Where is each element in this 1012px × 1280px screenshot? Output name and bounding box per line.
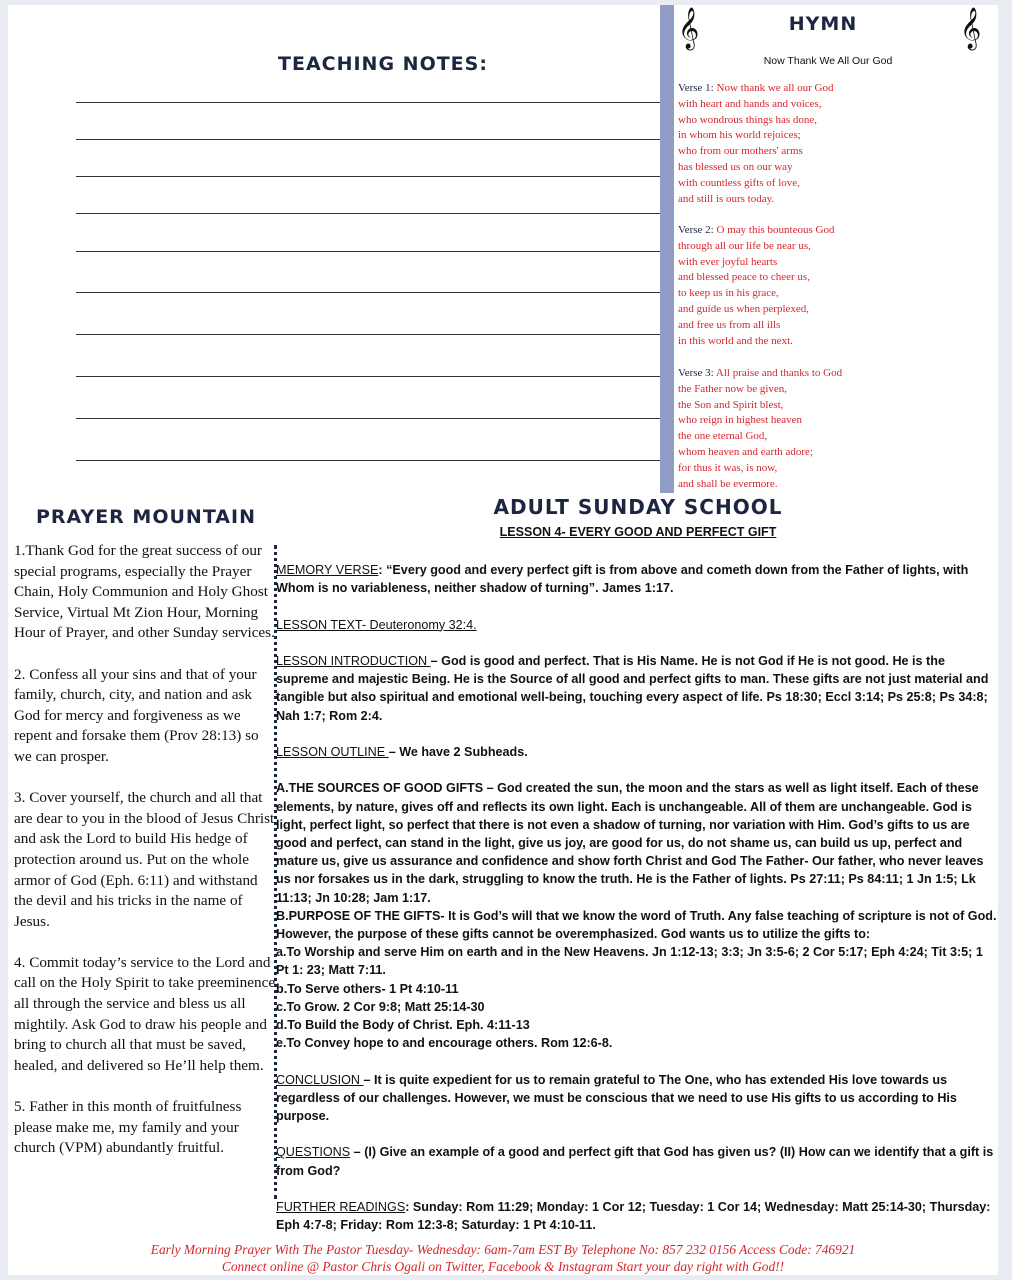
- verse-line: whom heaven and earth adore;: [678, 445, 813, 458]
- verse-line: in this world and the next.: [678, 334, 793, 347]
- conclusion: [276, 1071, 998, 1126]
- verse-label: Verse 3:: [678, 367, 714, 379]
- prayer-item: 4. Commit today’s service to the Lord and call on the Holy Spirit to take preeminence all through the service and bless us all mightily. Ask God to draw his people and bring to church all that must be saved, healed, and delivered so He’ll help them.: [14, 953, 276, 1074]
- section-a: A.THE SOURCES OF GOOD GIFTS – God created the sun, the moon and the stars as well as light itself. Each of these elements, by nature, gives off and reflects its own light. Each is unchangeable. All of them are unchangeable. God is light, perfect light, so perfect that there is not even a shadow of turning, nor variation with Him. God’s gifts to us are good and perfect, can stand in the light, give us joy, are good for us, do not shame us, can build us up, perfect and mature us, give us assurance and confidence and show forth Christ and God The Father- Our father, who never leaves us nor forsakes us in the dark, struggling to know the truth. He is the Father of lights. Ps 27:11; Ps 84:11; 1 Jn 1:5; Lk 11:13; Jn 10:28; Jam 1:17.: [276, 781, 984, 905]
- purpose-item: e.To Convey hope to and encourage others. Rom 12:6-8.: [276, 1036, 613, 1051]
- verse-line: who reign in highest heaven: [678, 414, 803, 427]
- verse-label: Verse 2:: [678, 224, 714, 236]
- teaching-notes-title: TEACHING NOTES:: [278, 53, 488, 75]
- further-readings-text: : Sunday: Rom 11:29; Monday: 1 Cor 12; Tuesday: 1 Cor 14; Wednesday: Matt 25:14-30; Thursday: Eph 4:7-8; Friday: Rom 12:3-8; Saturday: 1 Pt 4:10-11.: [276, 1200, 991, 1233]
- note-line: [76, 213, 668, 214]
- further-readings-label: FURTHER READINGS: [276, 1200, 406, 1214]
- lesson-text-label: LESSON TEXT- Deuteronomy 32:4.: [276, 617, 477, 632]
- verse-line: for thus it was, is now,: [678, 461, 778, 474]
- verse-line: and free us from all ills: [678, 318, 781, 331]
- lesson-title: LESSON 4- EVERY GOOD AND PERFECT GIFT: [499, 525, 777, 539]
- section-b: B.PURPOSE OF THE GIFTS- It is God’s will that we know the word of Truth. Any false teaching of scripture is not of God. However, the purpose of these gifts cannot be overemphasized. God wants us to utilize the gifts to:: [276, 908, 997, 941]
- note-line: [76, 292, 668, 293]
- verse-line: with countless gifts of love,: [678, 176, 800, 189]
- lesson-outline: [276, 743, 998, 761]
- questions-text: – (I) Give an example of a good and perfect gift that God has given us? (II) How can we identify that a gift is from God?: [276, 1145, 994, 1178]
- footer-social-line: Connect online @ Pastor Chris Ogali on Twitter, Facebook & Instagram Start your day right with God!!: [221, 1259, 785, 1274]
- note-line: [76, 418, 668, 419]
- prayer-item: 5. Father in this month of fruitfulness please make me, my family and your church (VPM) abundantly fruitful.: [14, 1098, 242, 1157]
- purpose-item: a.To Worship and serve Him on earth and in the New Heavens. Jn 1:12-13; 3:3; Jn 3:5-6; 2 Cor 5:17; Eph 4:24; Tit 3:5; 1 Pt 1: 23; Matt 7:11.: [276, 945, 983, 978]
- verse-line: O may this bounteous God: [716, 224, 835, 236]
- memory-verse: [276, 561, 998, 597]
- verse-line: All praise and thanks to God: [715, 367, 843, 379]
- hymn-subtitle: Now Thank We All Our God: [763, 55, 893, 67]
- verse-line: with heart and hands and voices,: [678, 97, 822, 110]
- conclusion-label: CONCLUSION: [276, 1072, 364, 1087]
- conclusion-text: – It is quite expedient for us to remain grateful to The One, who has extended His love towards us regardless of our challenges. However, we must be conscious that we need to use His gifts to us according to His purpose.: [276, 1072, 957, 1124]
- purpose-item: b.To Serve others- 1 Pt 4:10-11: [276, 981, 459, 996]
- treble-clef-icon: 𝄞: [960, 8, 982, 49]
- lesson-outline-text: – We have 2 Subheads.: [388, 744, 528, 759]
- treble-clef-icon: 𝄞: [678, 8, 700, 49]
- verse-line: the Son and Spirit blest,: [678, 398, 784, 411]
- questions: [276, 1143, 998, 1179]
- note-line: [76, 376, 668, 377]
- hymn-title: HYMN: [788, 13, 858, 35]
- purpose-item: c.To Grow. 2 Cor 9:8; Matt 25:14-30: [276, 999, 485, 1014]
- verse-line: and blessed peace to cheer us,: [678, 271, 810, 284]
- verse-label: Verse 1:: [678, 82, 714, 94]
- note-line: [76, 102, 668, 103]
- bulletin-page: [8, 5, 998, 1275]
- prayer-list: [14, 541, 276, 1179]
- note-line: [76, 176, 668, 177]
- verse-line: and still is ours today.: [678, 192, 775, 205]
- footer: [48, 1241, 958, 1275]
- hymn-verse-1: [678, 81, 908, 207]
- memory-verse-text: : “Every good and every perfect gift is from above and cometh down from the Father of lights, with Whom is no variableness, neither shadow of turning”. James 1:17.: [276, 563, 969, 596]
- lesson-introduction-text: – God is good and perfect. That is His Name. He is not God if He is not good. He is the supreme and majestic Being. He is the Source of all good and perfect gifts to man. These gifts are not just material and tangible but also spiritual and emotional well-being, touching every aspect of life. Ps 18:30; Eccl 3:14; Ps 25:8; Ps 34:8; Nah 1:7; Rom 2:4.: [276, 653, 989, 723]
- further-readings: [276, 1198, 998, 1234]
- prayer-item: 2. Confess all your sins and that of your family, church, city, and nation and ask God for mercy and forgiveness as we repent and forsake them (Prov 28:13) so we can prosper.: [14, 665, 259, 765]
- lesson-body: [276, 561, 998, 1234]
- lesson-outline-label: LESSON OUTLINE: [276, 744, 389, 759]
- hymn-verse-2: [678, 223, 908, 349]
- note-line: [76, 460, 668, 461]
- lesson-introduction-label: LESSON INTRODUCTION: [276, 653, 431, 668]
- prayer-item: 3. Cover yourself, the church and all that are dear to you in the blood of Jesus Christ and ask the Lord to build His hedge of protection around us. Put on the whole armor of God (Eph. 6:11) and withstand the devil and his tricks in the name of Jesus.: [14, 789, 275, 930]
- verse-line: who from our mothers' arms: [678, 145, 803, 158]
- purpose-item: d.To Build the Body of Christ. Eph. 4:11-13: [276, 1018, 530, 1033]
- lesson-text: [276, 616, 998, 634]
- note-line: [76, 251, 668, 252]
- verse-line: to keep us in his grace,: [678, 287, 779, 300]
- verse-line: and shall be evermore.: [678, 477, 778, 490]
- footer-prayer-line: Early Morning Prayer With The Pastor Tuesday- Wednesday: 6am-7am EST By Telephone No: 857 232 0156 Access Code: 746921: [150, 1242, 856, 1257]
- verse-line: Now thank we all our God: [716, 82, 834, 94]
- verse-line: has blessed us on our way: [678, 160, 793, 173]
- verse-line: who wondrous things has done,: [678, 113, 818, 126]
- note-line: [76, 334, 668, 335]
- questions-label: QUESTIONS: [276, 1145, 351, 1160]
- verse-line: with ever joyful hearts: [678, 255, 778, 268]
- note-line: [76, 139, 668, 140]
- verse-line: and guide us when perplexed,: [678, 302, 810, 315]
- verse-line: in whom his world rejoices;: [678, 129, 801, 142]
- verse-line: through all our life be near us,: [678, 239, 811, 252]
- verse-line: the one eternal God,: [678, 430, 768, 443]
- prayer-mountain-title: PRAYER MOUNTAIN: [36, 506, 256, 528]
- lesson-introduction: [276, 652, 998, 725]
- prayer-item: 1.Thank God for the great success of our special programs, especially the Prayer Chain, Holy Communion and Holy Ghost Service, Virtual Mt Zion Hour, Morning Hour of Prayer, and other Sunday services.: [14, 542, 275, 642]
- memory-verse-label: MEMORY VERSE: [276, 563, 379, 577]
- hymn-verse-3: [678, 366, 908, 492]
- verse-line: the Father now be given,: [678, 382, 788, 395]
- hymn-side-bar: [660, 5, 674, 493]
- sunday-school-title: ADULT SUNDAY SCHOOL: [493, 495, 783, 519]
